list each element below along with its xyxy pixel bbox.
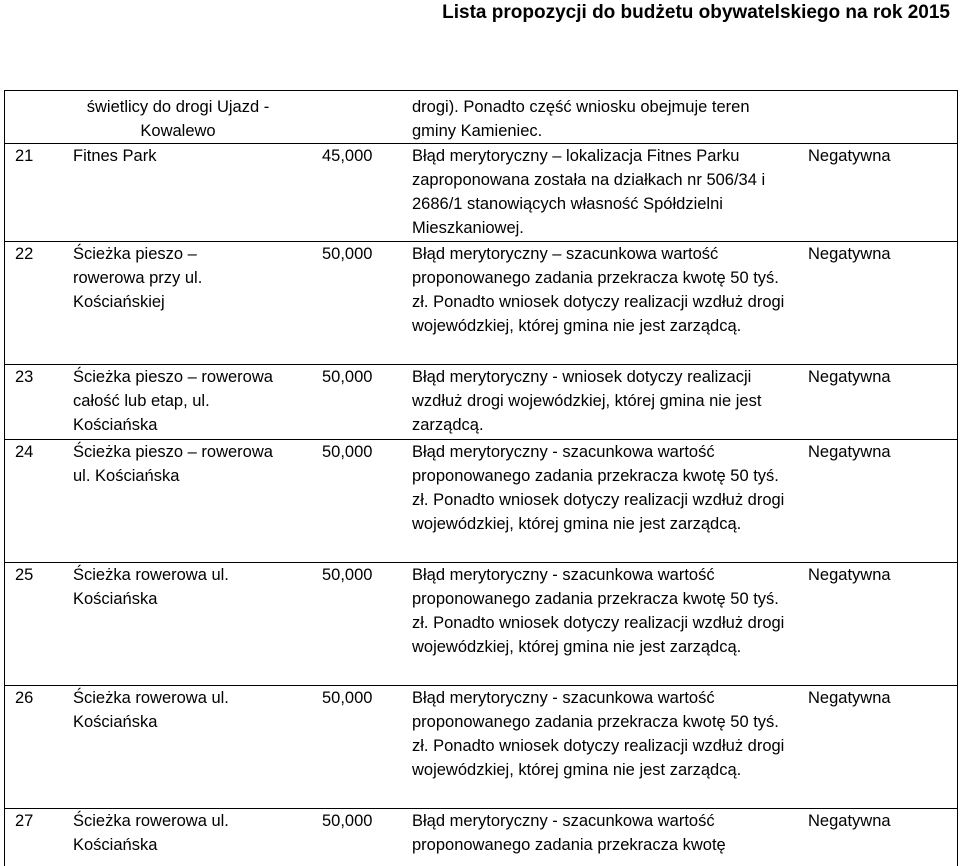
cell-name xyxy=(70,563,310,686)
table-row xyxy=(5,242,958,365)
cell-status: Negatywna xyxy=(802,365,958,440)
proposal-description: Błąd merytoryczny – lokalizacja Fitnes Parku zaproponowana została na działkach nr 506/34 i 2686/1 stanowiących własność Spółdzielni Mieszkaniowej. xyxy=(402,144,802,240)
cell-number xyxy=(5,91,70,144)
cell-status: Negatywna xyxy=(802,686,958,809)
cell-description xyxy=(402,242,802,365)
table-row xyxy=(5,440,958,563)
proposal-name: Ścieżka pieszo – rowerowa całość lub etap, ul. Kościańska xyxy=(70,365,293,437)
cell-amount: 50,000 xyxy=(310,686,402,809)
table-row xyxy=(5,365,958,440)
document-title: Lista propozycji do budżetu obywatelskiego na rok 2015 xyxy=(442,2,950,24)
cell-number: 22 xyxy=(5,242,70,365)
cell-description xyxy=(402,809,802,866)
cell-amount: 45,000 xyxy=(310,144,402,242)
proposal-description: Błąd merytoryczny - szacunkowa wartość proponowanego zadania przekracza kwotę 50 tyś. zł. Ponadto wniosek dotyczy realizacji wzdłuż drogi wojewódzkiej, której gmina nie jest zarządcą. xyxy=(402,686,802,782)
table-row xyxy=(5,563,958,686)
cell-name xyxy=(70,686,310,809)
cell-status: Negatywna xyxy=(802,440,958,563)
table-row xyxy=(5,686,958,809)
cell-description xyxy=(402,686,802,809)
cell-status xyxy=(802,91,958,144)
cell-number: 24 xyxy=(5,440,70,563)
cell-description xyxy=(402,563,802,686)
cell-number: 23 xyxy=(5,365,70,440)
cell-number: 27 xyxy=(5,809,70,866)
proposal-description: Błąd merytoryczny - wniosek dotyczy realizacji wzdłuż drogi wojewódzkiej, której gmina nie jest zarządcą. xyxy=(402,365,802,437)
cell-amount: 50,000 xyxy=(310,563,402,686)
cell-status: Negatywna xyxy=(802,563,958,686)
cell-name xyxy=(70,440,310,563)
proposal-description: Błąd merytoryczny - szacunkowa wartość proponowanego zadania przekracza kwotę xyxy=(402,809,802,857)
table-row xyxy=(5,144,958,242)
cell-name xyxy=(70,242,310,365)
cell-number: 26 xyxy=(5,686,70,809)
cell-number: 21 xyxy=(5,144,70,242)
proposal-name: Ścieżka pieszo – rowerowa przy ul. Kościańskiej xyxy=(70,242,233,314)
proposal-description: Błąd merytoryczny - szacunkowa wartość proponowanego zadania przekracza kwotę 50 tyś. zł. Ponadto wniosek dotyczy realizacji wzdłuż drogi wojewódzkiej, której gmina nie jest zarządcą. xyxy=(402,440,802,536)
proposal-name: Ścieżka rowerowa ul. Kościańska xyxy=(70,686,263,734)
proposal-description: drogi). Ponadto część wniosku obejmuje teren gminy Kamieniec. xyxy=(402,95,792,143)
proposal-name: Fitnes Park xyxy=(70,144,310,168)
cell-amount: 50,000 xyxy=(310,440,402,563)
cell-status: Negatywna xyxy=(802,809,958,866)
cell-amount xyxy=(310,91,402,144)
cell-description xyxy=(402,440,802,563)
cell-number: 25 xyxy=(5,563,70,686)
cell-status: Negatywna xyxy=(802,144,958,242)
cell-amount: 50,000 xyxy=(310,365,402,440)
proposal-name: Ścieżka rowerowa ul. Kościańska xyxy=(70,563,263,611)
proposal-name: Ścieżka pieszo – rowerowa ul. Kościańska xyxy=(70,440,288,488)
cell-name xyxy=(70,144,310,242)
proposals-table xyxy=(4,90,958,866)
proposal-description: Błąd merytoryczny - szacunkowa wartość proponowanego zadania przekracza kwotę 50 tyś. zł. Ponadto wniosek dotyczy realizacji wzdłuż drogi wojewódzkiej, której gmina nie jest zarządcą. xyxy=(402,563,802,659)
cell-name xyxy=(70,809,310,866)
cell-status: Negatywna xyxy=(802,242,958,365)
cell-amount: 50,000 xyxy=(310,809,402,866)
cell-description xyxy=(402,91,802,144)
table-row xyxy=(5,809,958,866)
cell-name xyxy=(70,91,310,144)
proposal-name: świetlicy do drogi Ujazd - Kowalewo xyxy=(70,95,283,143)
cell-description xyxy=(402,365,802,440)
cell-amount: 50,000 xyxy=(310,242,402,365)
cell-description xyxy=(402,144,802,242)
cell-name xyxy=(70,365,310,440)
table-row-continuation xyxy=(5,91,958,144)
proposal-description: Błąd merytoryczny – szacunkowa wartość proponowanego zadania przekracza kwotę 50 tyś. zł. Ponadto wniosek dotyczy realizacji wzdłuż drogi wojewódzkiej, której gmina nie jest zarządcą. xyxy=(402,242,802,338)
proposal-name: Ścieżka rowerowa ul. Kościańska xyxy=(70,809,263,857)
